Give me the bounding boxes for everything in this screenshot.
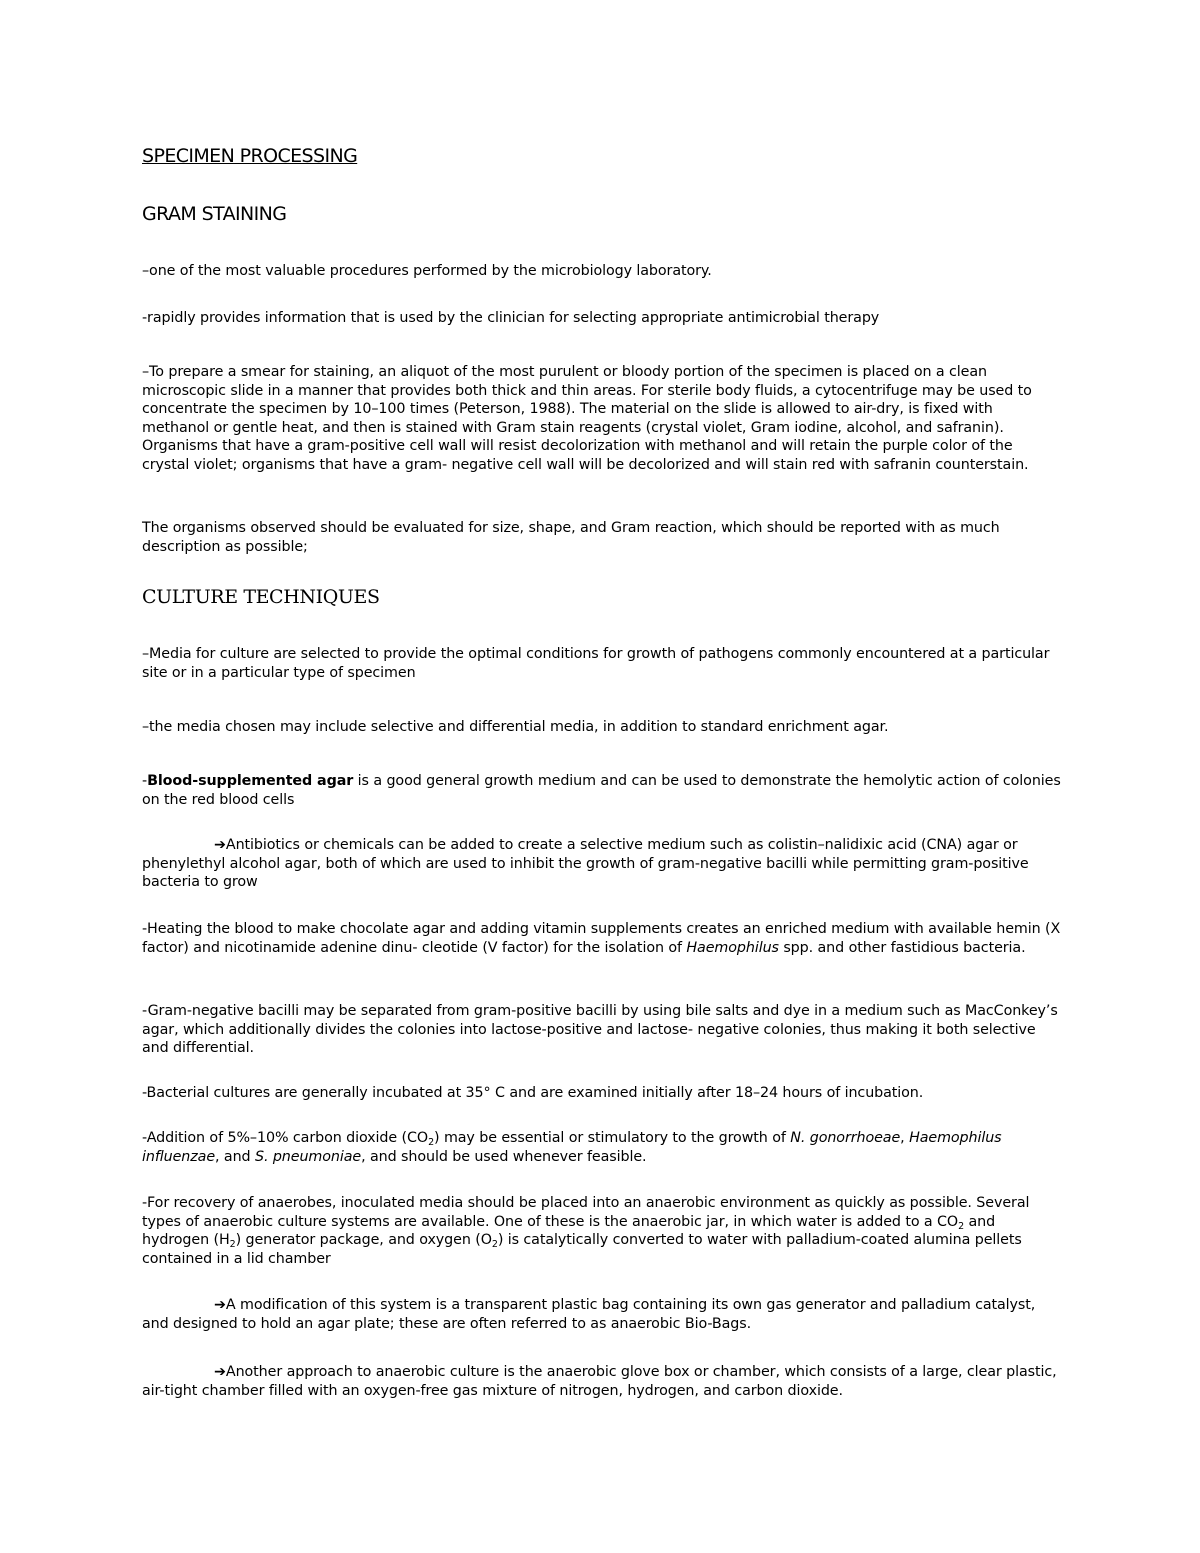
culture-paragraph-9-text-b: and hydrogen (H [142,1213,996,1249]
culture-paragraph-9 [142,1194,1062,1268]
culture-paragraph-5-text-b: spp. and other fastidious bacteria. [778,939,1026,956]
subscript-2: 2 [428,1137,435,1148]
culture-paragraph-6: -Gram-negative bacilli may be separated from gram-positive bacilli by using bile salts and dye in a medium such as MacConkey’s agar, which additionally divides the colonies into lactose-positive and lactose- negative colonies, thus making it both selective and differential. [142,1003,1058,1057]
gram-paragraph-4: The organisms observed should be evaluated for size, shape, and Gram reaction, which should be reported with as much description as possible; [142,520,1000,555]
culture-paragraph-11 [142,1363,1062,1400]
culture-paragraph-9-text-d: ) is catalytically converted to water with palladium-coated alumina pellets contained in a lid chamber [142,1232,1022,1267]
arrow-icon: ➔ [214,837,226,853]
culture-paragraph-11-text: Another approach to anaerobic culture is the anaerobic glove box or chamber, which consists of a large, clear plastic, air-tight chamber filled with an oxygen-free gas mixture of nitrogen, hydrogen, and carbon dioxide. [142,1364,1057,1399]
culture-paragraph-8-text-e: , and should be used whenever feasible. [361,1148,647,1165]
influenzae-term: Haemophilus influenzae [142,1130,1002,1165]
haemophilus-term: Haemophilus [686,939,779,956]
pneumoniae-term: S. pneumoniae [254,1148,362,1165]
culture-paragraph-1: –Media for culture are selected to provide the optimal conditions for growth of pathogens commonly encountered at a particular site or in a particular type of specimen [142,646,1050,681]
gram-paragraph-3: –To prepare a smear for staining, an aliquot of the most purulent or bloody portion of the specimen is placed on a clean microscopic slide in a manner that provides both thick and thin areas. For sterile body fluids, a cytocentrifuge may be used to concentrate the specimen by 10–100 times (Peterson, 1988). The material on the slide is allowed to air-dry, is fixed with methanol or gentle heat, and then is stained with Gram stain reagents (crystal violet, Gram iodine, alcohol, and safranin). Organisms that have a gram-positive cell wall will resist decolorization with methanol and will retain the purple color of the crystal violet; organisms that have a gram- negative cell wall will be decolorized and will stain red with safranin counterstain. [142,364,1032,473]
culture-paragraph-8-text-c: , [900,1130,910,1146]
gram-paragraph-2: -rapidly provides information that is used by the clinician for selecting appropriate antimicrobial therapy [142,310,880,326]
section-heading-gram-staining: GRAM STAINING [142,203,287,225]
subscript-2: 2 [229,1239,236,1251]
culture-paragraph-3 [142,772,1062,809]
culture-paragraph-10 [142,1296,1062,1333]
culture-paragraph-4 [142,836,1062,892]
culture-paragraph-10-text: A modification of this system is a transparent plastic bag containing its own gas generator and palladium catalyst, and designed to hold an agar plate; these are often referred to as anaerobic Bio-Bags. [142,1297,1036,1332]
culture-paragraph-5 [142,920,1062,957]
blood-agar-term: Blood-supplemented agar [147,773,354,789]
culture-paragraph-8-text-b: ) may be essential or stimulatory to the growth of [434,1130,791,1146]
page-title: SPECIMEN PROCESSING [142,145,358,167]
culture-paragraph-9-text-c: ) generator package, and oxygen (O [235,1232,492,1249]
culture-paragraph-9-text-a: -For recovery of anaerobes, inoculated media should be placed into an anaerobic environment as quickly as possible. Several types of anaerobic culture systems are available. One of these is the anaerobic jar, in which water is added to a CO [142,1195,1030,1230]
culture-paragraph-3-prefix: - [142,773,148,789]
culture-paragraph-7: -Bacterial cultures are generally incubated at 35° C and are examined initially after 18–24 hours of incubation. [142,1085,924,1101]
gram-paragraph-1: –one of the most valuable procedures performed by the microbiology laboratory. [142,263,712,279]
culture-paragraph-8 [142,1129,1062,1166]
culture-paragraph-8-text-d: , and [215,1148,255,1165]
culture-paragraph-3-rest: is a good general growth medium and can be used to demonstrate the hemolytic action of colonies on the red blood cells [142,773,1061,808]
subscript-2: 2 [491,1239,498,1251]
culture-paragraph-8-text-a: -Addition of 5%–10% carbon dioxide (CO [142,1130,429,1146]
culture-paragraph-4-text: Antibiotics or chemicals can be added to create a selective medium such as colistin–nalidixic acid (CNA) agar or phenylethyl alcohol agar, both of which are used to inhibit the growth of gram-negative bacilli while permitting gram-positive bacteria to grow [142,837,1029,891]
arrow-icon: ➔ [214,1297,226,1313]
culture-paragraph-2: –the media chosen may include selective and differential media, in addition to standard enrichment agar. [142,719,889,735]
section-heading-culture-techniques: CULTURE TECHNIQUES [142,586,380,608]
arrow-icon: ➔ [214,1364,226,1380]
culture-paragraph-5-text-a: -Heating the blood to make chocolate agar and adding vitamin supplements creates an enriched medium with available hemin (X factor) and nicotinamide adenine dinu- cleotide (V factor) for the isolation of [142,921,1061,956]
gonorrhoeae-term: N. gonorrhoeae [790,1130,901,1146]
subscript-2: 2 [958,1220,965,1232]
